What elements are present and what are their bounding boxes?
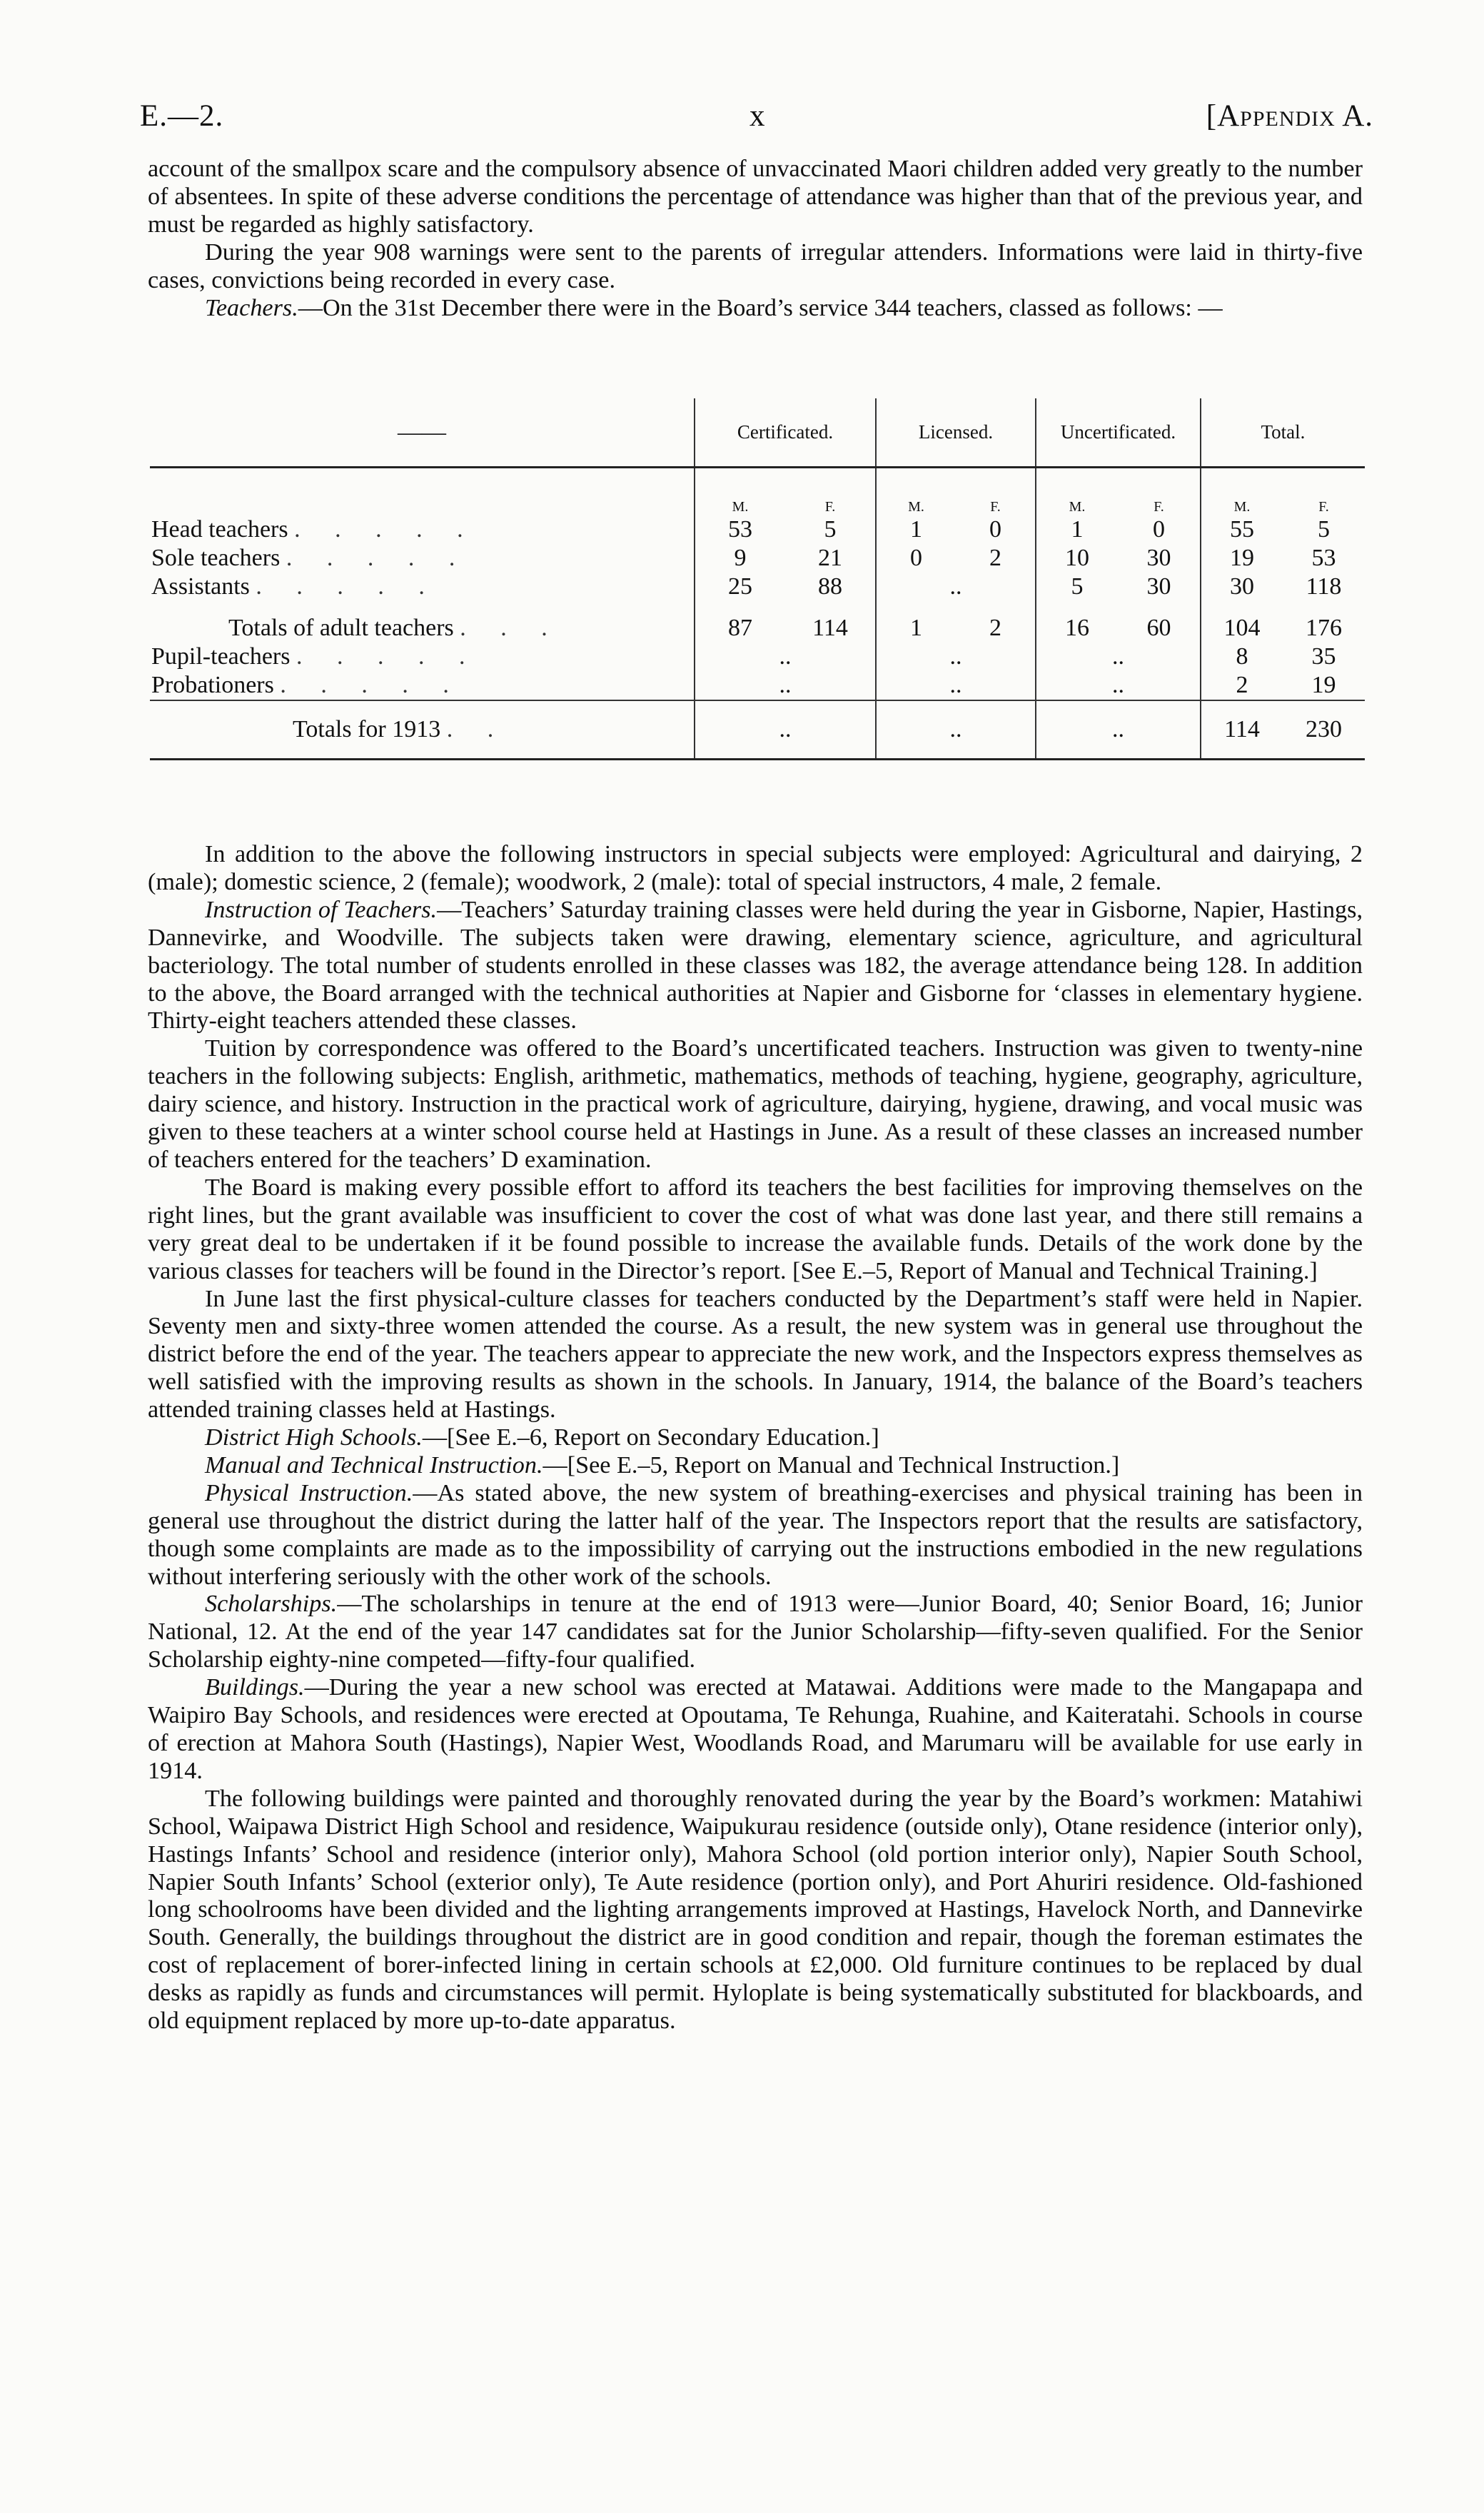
table-cell: 19 [1201, 544, 1283, 573]
table-cell: 0 [989, 516, 1001, 543]
table-row [150, 515, 1365, 544]
paragraph: District High Schools.—[See E.–6, Report on Secondary Education.] [205, 1424, 879, 1451]
section-heading: Manual and Technical Instruction. [205, 1451, 543, 1479]
table-cell: 1 [1036, 515, 1118, 544]
female-label: F. [824, 499, 836, 515]
male-label: M. [1036, 468, 1118, 516]
intro-text [148, 156, 1363, 322]
section-heading: District High Schools. [205, 1424, 423, 1451]
paragraph: Physical Instruction.—As stated above, the new system of breathing-exercises and physical training has been in general use throughout the district during the latter half of the year. The Inspectors report that the results are satisfactory, though some complaints are made as to the impossibility of carrying out the instructions embodied in the new regulations without interfering seriously with the other work of the schools. [148, 1479, 1363, 1590]
table-cell: Probationers . . . . . [151, 672, 463, 698]
table-cell: 104 [1201, 614, 1283, 643]
table-cell: .. [1036, 700, 1201, 760]
paragraph: Buildings.—During the year a new school was erected at Matawai. Additions were made to the Mangapapa and Waipiro Bay Schools, and residences were erected at Opoutama, Te Rehunga, Ruahine, and Kaiteratahi. Schools in course of erection at Mahora South (Hastings), Napier West, Woodlands Road, and Marumaru will be available for use early in 1914. [148, 1674, 1363, 1784]
table-cell [956, 601, 1036, 614]
table-cell: 5 [824, 516, 837, 543]
table-cell: 176 [1306, 615, 1342, 641]
table-cell: .. [876, 700, 1036, 760]
table-cell: .. [1036, 643, 1201, 671]
table-cell: 0 [876, 544, 956, 573]
document-code: E.—2. [140, 99, 224, 133]
paragraph: In June last the first physical-culture classes for teachers conducted by the Department’s staff were held in Napier. Seventy men and sixty-three women attended the course. As a result, the new system was in general use throughout the district before the end of the year. The teachers appear to appreciate the new work, and the Inspectors express themselves as well satisfied with the improving results as shown in the schools. In January, 1914, the balance of the Board’s teachers attended training classes held at Hastings. [148, 1285, 1363, 1424]
table-cell: 1 [876, 515, 956, 544]
table-cell: Assistants . . . . . [151, 573, 439, 600]
table-row [150, 671, 1365, 700]
column-header: Uncertificated. [1036, 398, 1201, 468]
table-cell: 87 [695, 614, 785, 643]
table-cell: 30 [1146, 545, 1171, 571]
table-cell: .. [1036, 671, 1201, 700]
teachers-table [150, 398, 1365, 760]
table-cell [876, 601, 956, 614]
male-label: M. [876, 468, 956, 516]
paragraph: account of the smallpox scare and the compulsory absence of unvaccinated Maori children added very greatly to the number of absentees. In spite of these adverse conditions the percentage of attendance was higher than that of the previous year, and must be regarded as highly satisfactory. [148, 156, 1363, 238]
table-cell: 88 [818, 573, 842, 600]
table-cell: Head teachers . . . . . [151, 516, 478, 543]
paragraph: Tuition by correspondence was offered to the Board’s uncertificated teachers. Instruction was given to twenty-nine teachers in the following subjects: English, arithmetic, mathematics, methods of teaching, hygiene, geography, agriculture, dairy science, and history. Instruction in the practical work of agriculture, dairying, hygiene, drawing, and vocal music was given to these teachers at a winter school course held at Hastings in June. As a result of these classes an increased number of teachers entered for the teachers’ D examination. [148, 1035, 1363, 1173]
table-cell: Sole teachers . . . . . [151, 545, 470, 571]
column-header: Total. [1201, 398, 1365, 468]
male-label: M. [1201, 468, 1283, 516]
table-cell: .. [695, 643, 876, 671]
table-cell: 5 [1036, 573, 1118, 601]
table-cell: 1 [876, 614, 956, 643]
table-cell: 5 [1318, 516, 1330, 543]
section-heading: Teachers. [205, 294, 298, 321]
table-cell [150, 468, 695, 516]
table-cell: 53 [695, 515, 785, 544]
table-row [150, 544, 1365, 573]
section-heading: Scholarships. [205, 1591, 338, 1618]
table-cell: .. [876, 671, 1036, 700]
table-cell: 2 [989, 545, 1001, 571]
table-row-adult-totals [150, 614, 1365, 643]
female-label: F. [990, 499, 1001, 515]
table-cell [1118, 601, 1201, 614]
table-cell: .. [695, 671, 876, 700]
male-label: M. [695, 468, 785, 516]
column-header: Certificated. [695, 398, 876, 468]
paragraph: During the year 908 warnings were sent to the parents of irregular attenders. Informations were laid in thirty-five cases, convictions being recorded in every case. [148, 238, 1363, 293]
table-cell: 55 [1201, 515, 1283, 544]
body-text [148, 841, 1363, 2035]
table-row [150, 573, 1365, 601]
column-header: Licensed. [876, 398, 1036, 468]
table-cell: .. [876, 573, 1036, 601]
paragraph: Instruction of Teachers.—Teachers’ Saturday training classes were held during the year in Gisborne, Napier, Hastings, Dannevirke, and Woodville. The subjects taken were drawing, elementary science, agriculture, and agricultural bacteriology. The total number of students enrolled in these classes was 182, the average attendance being 128. In addition to the above, the Board arranged with the technical authorities at Napier and Gisborne for ‘classes in elementary hygiene. Thirty-eight teachers attended these classes. [148, 896, 1363, 1034]
table-cell: 53 [1311, 545, 1336, 571]
paragraph: The Board is making every possible effort to afford its teachers the best facilities for improving themselves on the right lines, but the grant available was insufficient to cover the cost of what was done last year, and there still remains a very great deal to be undertaken if it be found possible to increase the available funds. Details of the work done by the various classes for teachers will be found in the Director’s report. [See E.–5, Report of Manual and Technical Training.] [148, 1174, 1363, 1284]
table-cell: 60 [1146, 615, 1171, 641]
table-cell: 9 [695, 544, 785, 573]
paragraph: Scholarships.—The scholarships in tenure at the end of 1913 were—Junior Board, 40; Senior Board, 16; Junior National, 12. At the end of the year 147 candidates sat for the Junior Scholarship—fifty-seven qualified. For the Senior Scholarship eighty-nine competed—fifty-four qualified. [148, 1591, 1363, 1673]
table-cell: 118 [1306, 573, 1342, 600]
table-cell [1201, 601, 1283, 614]
table-cell [695, 601, 785, 614]
table-cell: 2 [1201, 671, 1283, 700]
female-label: F. [1318, 499, 1329, 515]
table-cell: 0 [1153, 516, 1165, 543]
section-heading: Buildings. [205, 1674, 305, 1701]
table-cell [785, 601, 876, 614]
table-cell: 8 [1201, 643, 1283, 671]
table-cell: 35 [1311, 643, 1336, 670]
table-cell: 16 [1036, 614, 1118, 643]
sex-subheader-row [150, 468, 1365, 516]
table-row-grand-total [150, 700, 1365, 760]
table-cell: .. [695, 700, 876, 760]
paragraph: The following buildings were painted and thoroughly renovated during the year by the Board’s workmen: Matahiwi School, Waipawa District High School and residence, Waipukurau residence (outside only), Otane residence (interior only), Hastings Infants’ School and residence (interior only), Mahora School (old portion interior only), Napier South School, Napier South Infants’ School (exterior only), Te Aute residence (portion only), and Port Ahuriri residence. Old-fashioned long schoolrooms have been divided and the lighting arrangements improved at Hastings, Havelock North, and Dannevirke South. Generally, the buildings throughout the district are in good condition and repair, though the foreman estimates the cost of replacement of borer-infected lining in certain schools at £2,000. Old furniture continues to be replaced by dual desks as rapidly as funds and circumstances will permit. Hyloplate is being systematically substituted for blackboards, and old equipment replaced by more up-to-date apparatus. [148, 1785, 1363, 2035]
table-cell: 2 [989, 615, 1001, 641]
table-corner: —— [150, 398, 695, 468]
page-number: x [749, 99, 766, 133]
table-cell: 230 [1283, 700, 1365, 760]
table-cell: 30 [1201, 573, 1283, 601]
table-cell: 19 [1311, 672, 1336, 698]
appendix-label: [Appendix A. [1206, 99, 1373, 133]
table-cell: 10 [1036, 544, 1118, 573]
section-heading: Instruction of Teachers. [205, 896, 438, 923]
table-cell: 21 [818, 545, 842, 571]
table-cell: 114 [1201, 700, 1283, 760]
paragraph: Manual and Technical Instruction.—[See E.–5, Report on Manual and Technical Instruction.] [205, 1451, 1120, 1479]
table-cell [150, 601, 695, 614]
table-cell [1283, 601, 1365, 614]
table-cell: .. [876, 643, 1036, 671]
table-cell [1036, 601, 1118, 614]
paragraph: Teachers.—On the 31st December there were in the Board’s service 344 teachers, classed as follows: — [205, 294, 1223, 321]
table-cell: 114 [812, 615, 848, 641]
female-label: F. [1154, 499, 1164, 515]
table-row [150, 643, 1365, 671]
table-cell: 25 [695, 573, 785, 601]
table-cell: Pupil-teachers . . . . . [151, 643, 480, 670]
table-cell: Totals for 1913 . . [150, 700, 695, 760]
section-heading: Physical Instruction. [205, 1479, 413, 1506]
table-cell: 30 [1146, 573, 1171, 600]
table-cell: Totals of adult teachers . . . [228, 615, 562, 641]
paragraph: In addition to the above the following instructors in special subjects were employed: Agricultural and dairying, 2 (male); domestic science, 2 (female); woodwork, 2 (male): total of special instructors, 4 male, 2 female. [148, 841, 1363, 895]
